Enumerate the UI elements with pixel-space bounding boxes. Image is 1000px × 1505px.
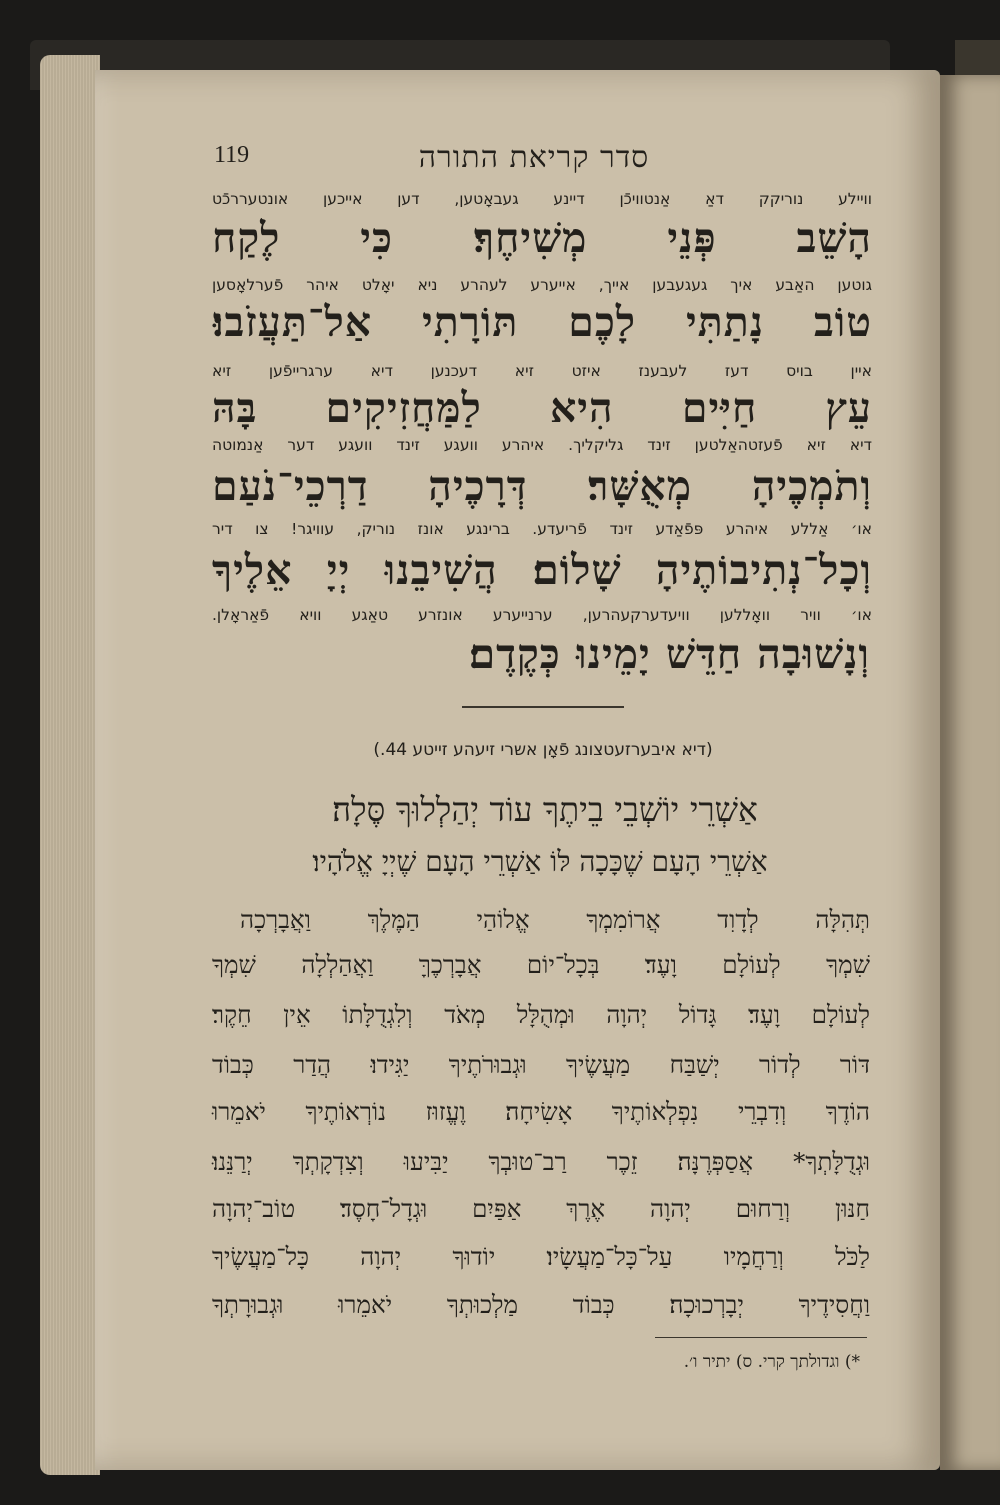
- yiddish-translation-line: גוטען האַבע איך געגעבען אייך, אייערע לעהרע ניא יאָלט איהר פֿערלאָסען: [212, 276, 872, 294]
- psalm-line: לַכֹּל וְרַחֲמָיו עַל־כָּל־מַעֲשָׂיו׃ יוֹדוּךָ יְהוָה כָּל־מַעֲשֶׂיךָ: [212, 1242, 870, 1271]
- bookmark-ribbon: [955, 40, 1000, 80]
- hebrew-verse-line: וְכָל־נְתִיבוֹתֶיהָ שָׁלוֹם׃ הֲשִׁיבֵנוּ יְיָ אֵלֶיךָ: [212, 546, 872, 594]
- page-number: 119: [214, 142, 250, 168]
- hebrew-verse-line: עֵץ חַיִּים הִיא לַמַּחֲזִיקִים בָּהּ: [212, 384, 872, 432]
- hebrew-verse-line: וְתֹמְכֶיהָ מְאֻשָּׁר׃ דְּרָכֶיהָ דַרְכֵי־נֹעַם: [212, 462, 872, 510]
- ashrei-verse-2: אַשְׁרֵי הָעָם שֶׁכָּכָה לּוֹ אַשְׁרֵי הָעָם שֶׁיְיָ אֱלֹהָיו׃: [312, 845, 768, 878]
- hebrew-verse-line: וְנָשׁוּבָה חַדֵּשׁ יָמֵינוּ כְּקֶדֶם׃: [468, 630, 870, 678]
- yiddish-translation-line: או׳ וויר וואָללען וויעדערקעהרען, ערנייערע אונזרע טאַגע וויא פֿאַראָלן.: [212, 606, 872, 624]
- psalm-line: וּגְדֻלָּתְךָ* אֲסַפְּרֶנָּה׃ זֵכֶר רַב־טוּבְךָ יַבִּיעוּ וְצִדְקָתְךָ יְרַנֵּנוּ׃: [212, 1147, 870, 1176]
- yiddish-translation-line: דיא זיא פֿעזטהאַלטען זינד גליקליך. איהרע וועגע זינד וועגע דער אַנמוטה: [212, 436, 872, 454]
- psalm-line: הוֹדֶךָ וְדִבְרֵי נִפְלְאוֹתֶיךָ אָשִׂיחָה׃ וֶעֱזוּז נוֹרְאוֹתֶיךָ יֹאמֵרוּ: [212, 1097, 870, 1126]
- yiddish-translation-line: איין בויס דעז לעבענז איזט זיא דעכנען דיא ערגרייפֿען זיא: [212, 362, 872, 380]
- footnote: *) וגדולתך קרי. ס) יתיר ו׳.: [683, 1352, 860, 1372]
- translation-note: (דיא איבערזעטצונג פֿאָן אשרי זיעהע זייטע 44.): [373, 740, 713, 760]
- page-stack-edges: [40, 55, 100, 1475]
- facing-page-edge: [940, 75, 1000, 1470]
- psalm-line: שִׁמְךָ לְעוֹלָם וָעֶד׃ בְּכָל־יוֹם אֲבָרְכֶךָּ וַאֲהַלְלָה שִׁמְךָ: [212, 950, 870, 979]
- yiddish-translation-line: או׳ אַללע איהרע פּפֿאַדע זינד פֿריעדע. ברינגע אונז נוריק, עוויגר! צו דיר: [212, 520, 872, 538]
- psalm-line: לְעוֹלָם וָעֶד׃ גָּדוֹל יְהוָה וּמְהֻלָּל מְאֹד וְלִגְדֻלָּתוֹ אֵין חֵקֶר׃: [212, 1000, 870, 1029]
- psalm-line: תְּהִלָּה לְדָוִד אֲרוֹמִמְךָ אֱלוֹהַי הַמֶּלֶךְ וַאֲבָרְכָה: [240, 905, 870, 934]
- psalm-line: וַחֲסִידֶיךָ יְבָרְכוּכָה׃ כְּבוֹד מַלְכוּתְךָ יֹאמֵרוּ וּגְבוּרָתְךָ: [212, 1290, 870, 1319]
- section-divider: [462, 706, 624, 708]
- psalm-line: חַנּוּן וְרַחוּם יְהוָה אֶרֶךְ אַפַּיִם וּגְדָל־חָסֶד׃ טוֹב־יְהוָה: [212, 1194, 870, 1223]
- ashrei-verse-1: אַשְׁרֵי יוֹשְׁבֵי בֵיתֶךָ עוֹד יְהַלְלוּךָ סֶּלָה׃: [332, 790, 758, 829]
- hebrew-verse-line: הָשֵׁב פְּנֵי מְשִׁיחֶךָ׃ כִּי לֶקַח: [212, 214, 872, 262]
- footnote-rule: [655, 1337, 867, 1338]
- running-title: סדר קריאת התורה: [418, 140, 650, 175]
- yiddish-translation-line: וויילע נוריקק דאַ אַנטוויכֿן דיינע געבאָטען, דען אייכען אונטעררכֿט: [212, 190, 872, 208]
- hebrew-verse-line: טוֹב נָתַתִּי לָכֶם תּוֹרָתִי אַל־תַּעֲזֹבוּ׃: [212, 298, 872, 346]
- psalm-line: דּוֹר לְדוֹר יְשַׁבַּח מַעֲשֶׂיךָ וּגְבוּרֹתֶיךָ יַגִּידוּ׃ הֲדַר כְּבוֹד: [212, 1050, 870, 1079]
